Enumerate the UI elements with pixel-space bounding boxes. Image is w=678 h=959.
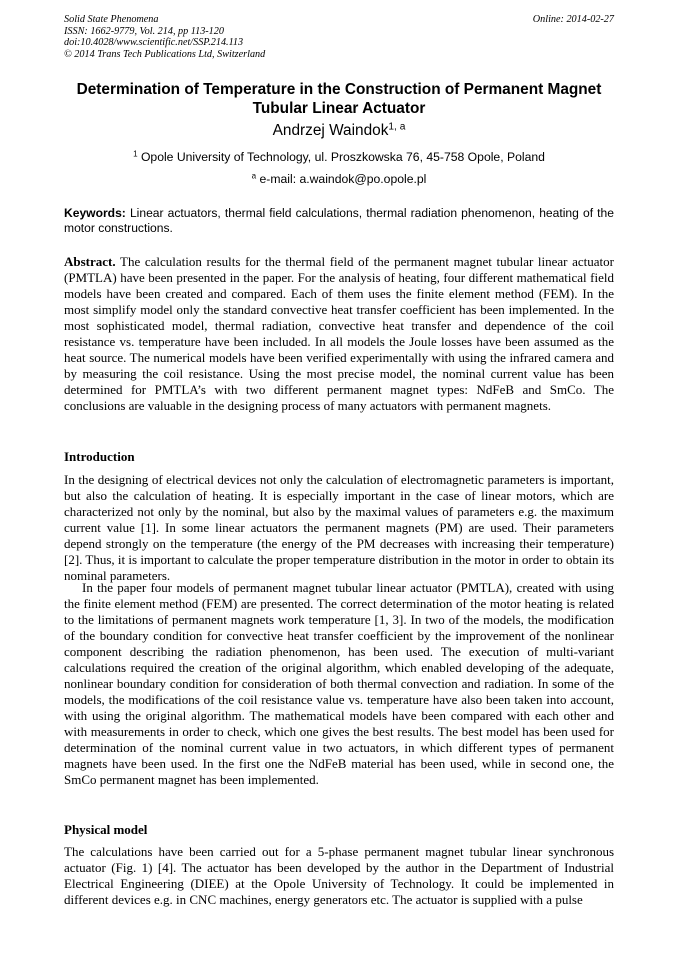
abstract-label: Abstract. (64, 254, 116, 269)
journal-header (64, 14, 464, 60)
online-date: Online: 2014-02-27 (532, 14, 614, 25)
abstract-block (64, 254, 614, 414)
email-line (60, 172, 618, 187)
paper-title (60, 80, 618, 118)
affiliation-line (60, 150, 618, 165)
journal-name: Solid State Phenomena (64, 14, 159, 25)
email-superscript: a (251, 171, 257, 181)
physical-model-paragraph-1: The calculations have been carried out for a 5-phase permanent magnet tubular linear synchronous actuator (Fig. 1) [4]. The actuator has been developed by the author in the Department of Industrial Electrical Engineering (DIEE) at the Opole University of Technology. It could be implemented in different devices e.g. in CNC machines, energy generators etc. The actuator is supplied with a pulse (64, 844, 614, 907)
title-line-2: Tubular Linear Actuator (252, 100, 426, 117)
introduction-paragraph-1: In the designing of electrical devices not only the calculation of electromagnetic parameters is important, but also the calculation of heating. It is especially important in the case of linear motors, which are characterized not only by the nominal, but also by the maximal values of parameters e.g. the maximum current value [1]. In some linear actuators the permanent magnets (PM) are used. Their parameters depend strongly on the temperature (the energy of the PM decreases with increasing their temperature) [2]. Thus, it is important to calculate the proper temperature distribution in the motor in order to obtain its nominal parameters. (64, 472, 614, 583)
issn-line: ISSN: 1662-9779, Vol. 214, pp 113-120 (64, 25, 224, 37)
author-name: Andrzej Waindok (272, 122, 389, 139)
keywords-block (64, 206, 614, 236)
doi-line: doi:10.4028/www.scientific.net/SSP.214.113 (64, 37, 244, 48)
affiliation-superscript: 1 (133, 149, 138, 159)
title-line-1: Determination of Temperature in the Construction of Permanent Magnet (76, 81, 602, 98)
introduction-paragraph-2: In the paper four models of permanent magnet tubular linear actuator (PMTLA), created with using the finite element method (FEM) are presented. The correct determination of the motor heating is related to the limitations of permanent magnets work temperature [1, 3]. In two of the models, the modification of the boundary condition for convective heat transfer coefficient by the improvement of the nonlinear component describing the radiation phenomenon, has been used. The execution of multi-variant calculations required the creation of the original algorithm, which enabled developing of the adequate, nonlinear boundary condition for consideration of both thermal convection and radiation. In some of the models, the modifications of the coil resistance value vs. temperature have also been taken into account, with using the original algorithm. The mathematical models have been compared with each other and with measurements in order to check, which one gives the best results. The best model has been used for determination of the nominal current value in two actuators, in which different types of permanent magnets have been used. In the first one the NdFeB material has been used, while in second one, the SmCo permanent magnet has been implemented. (64, 580, 614, 787)
abstract-text: The calculation results for the thermal field of the permanent magnet tubular linear actuator (PMTLA) have been presented in the paper. For the analysis of heating, four different mathematical field models have been created and compared. Each of them uses the finite element method (FEM). In the most simplify model only the standard convective heat transfer coefficient has been implemented. In the most sophisticated model, thermal radiation, convective heat transfer and dependence of the coil resistance vs. temperature have been included. In all models the Joule losses have been assumed as the heat source. The numerical models have been verified experimentally with using the infrared camera and by measuring the coil resistance. Using the most precise model, the nominal current value has been determined for PMTLA’s with two different permanent magnet types: NdFeB and SmCo. The conclusions are valuable in the designing process of many actuators with permanent magnets. (64, 254, 614, 413)
keywords-label: Keywords: (64, 206, 126, 220)
copyright-line: © 2014 Trans Tech Publications Ltd, Switzerland (64, 48, 266, 60)
author-superscript: 1, a (388, 121, 406, 133)
affiliation-text: Opole University of Technology, ul. Proszkowska 76, 45-758 Opole, Poland (140, 150, 545, 164)
keywords-text: Linear actuators, thermal field calculations, thermal radiation phenomenon, heating of the motor constructions. (64, 206, 614, 235)
physical-model-heading: Physical model (64, 822, 148, 837)
email-text: e-mail: a.waindok@po.opole.pl (259, 172, 427, 186)
author-line (60, 122, 618, 140)
introduction-heading: Introduction (64, 449, 135, 464)
